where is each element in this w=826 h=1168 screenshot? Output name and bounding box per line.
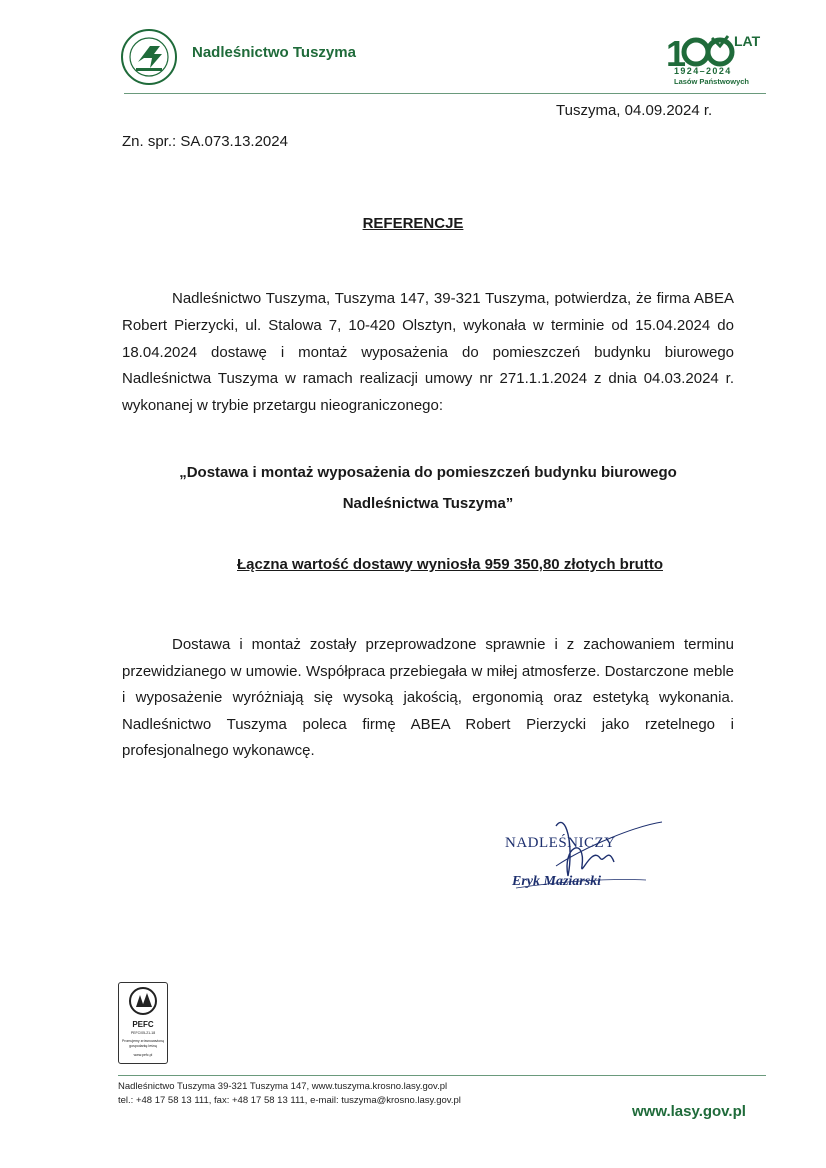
anniversary-logo [660,28,770,90]
anniversary-caption: Lasów Państwowych [674,77,750,86]
footer-address: Nadleśnictwo Tuszyma 39-321 Tuszyma 147, www.tuszyma.krosno.lasy.gov.pl [118,1081,448,1092]
paragraph-2: Dostawa i montaż zostały przeprowadzone sprawnie i z zachowaniem terminu przewidzianego w umowie. Współpraca przebiegała w miłej atmosferze. Dostarczone meble i wyposażenie wyróżniają się wysoką jakością, ergonomią oraz estetyką wykonania. Nadleśnictwo Tuszyma poleca firmę ABEA Robert Pierzycki jako rzetelnego i profesjonalnego wykonawcę. [122,636,734,759]
pefc-url: www.pefc.pl [133,1053,153,1057]
contract-title [100,457,756,519]
contract-title-line-2: Nadleśnictwa Tuszyma” [342,495,514,512]
footer-website-link[interactable]: www.lasy.gov.pl [632,1103,746,1120]
footer-divider [118,1075,766,1076]
contract-title-line-1: „Dostawa i montaż wyposażenia do pomieszczeń budynku biurowego [179,464,677,481]
pefc-code: PEFC/05-21-18 [130,1031,156,1035]
letter-title: REFERENCJE [362,215,464,232]
reference-number: Zn. spr.: SA.073.13.2024 [122,133,288,150]
footer-contact: tel.: +48 17 58 13 111, fax: +48 17 58 13 111, e-mail: tuszyma@krosno.lasy.gov.pl [118,1095,461,1106]
lasy-panstwowe-logo [120,28,178,86]
signatory-name: Eryk Maziarski [512,874,602,889]
anniversary-years: 1924–2024 [674,66,732,76]
header-divider [124,93,766,94]
place-and-date: Tuszyma, 04.09.2024 r. [556,102,713,119]
paragraph-1: Nadleśnictwo Tuszyma, Tuszyma 147, 39-321 Tuszyma, potwierdza, że firma ABEA Robert Pierzycki, ul. Stalowa 7, 10-420 Olsztyn, wykonała w terminie od 15.04.2024 do 18.04.2024 dostawę i montaż wyposażenia do pomieszczeń budynku biurowego Nadleśnictwa Tuszyma w ramach realizacji umowy nr 271.1.1.2024 z dnia 04.03.2024 r. wykonanej w trybie przetargu nieograniczonego: [122,290,734,415]
pefc-small-text: Promujemy zrównoważoną gospodarkę leśną [121,1039,165,1048]
anniversary-lat: LAT [734,33,761,49]
pefc-label: PEFC [132,1020,154,1029]
pefc-tree-icon [119,983,167,1019]
svg-text:1: 1 [666,33,687,74]
pefc-badge [118,982,168,1064]
handwritten-signature [496,806,666,906]
signatory-title: NADLEŚNICZY [505,835,616,851]
total-value: Łączna wartość dostawy wyniosła 959 350,80 złotych brutto [237,556,663,573]
org-name: Nadleśnictwo Tuszyma [192,44,356,61]
